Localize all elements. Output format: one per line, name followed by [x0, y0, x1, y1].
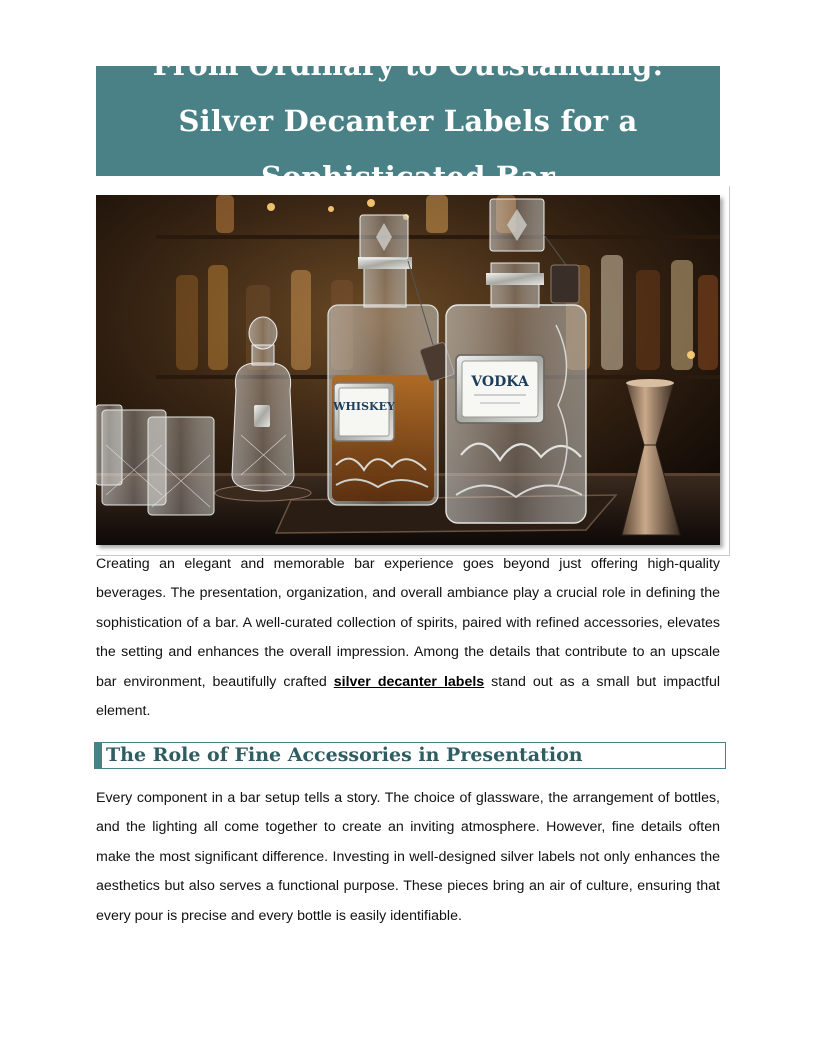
intro-text-before: Creating an elegant and memorable bar experience goes beyond just offering high-quality beverages. The presentation, organization, and overall ambiance play a crucial role in defining the sophistication of a bar. A well-curated collection of spirits, paired with refined accessories, elevates the setting and enhances the overall impression. Among the details that contribute to an upscale bar environment, beautifully crafted	[96, 556, 720, 690]
page-title: From Ordinary to Outstanding: Silver Decanter Labels for a Sophisticated Bar	[152, 48, 664, 194]
section-paragraph: Every component in a bar setup tells a story. The choice of glassware, the arrangement of bottles, and the lighting all come together to create an inviting atmosphere. However, fine details often make the most significant difference. Investing in well-designed silver labels not only enhances the aesthetics but also serves a functional purpose. These pieces bring an air of culture, ensuring that every pour is precise and every bottle is easily identifiable.	[96, 790, 720, 924]
section-heading: The Role of Fine Accessories in Presentation	[106, 744, 583, 766]
intro-paragraph	[96, 550, 720, 726]
bar-decanters-illustration	[96, 195, 720, 545]
hero-image	[96, 195, 720, 545]
section-heading-box	[94, 742, 726, 769]
whiskey-label-text: WHISKEY	[333, 400, 395, 413]
vodka-label-text: VODKA	[471, 374, 529, 390]
intro-text-after: stand out as a small but impactful element.	[96, 673, 721, 720]
silver-decanter-labels-link[interactable]: silver decanter labels	[333, 673, 485, 690]
title-banner	[96, 48, 720, 194]
